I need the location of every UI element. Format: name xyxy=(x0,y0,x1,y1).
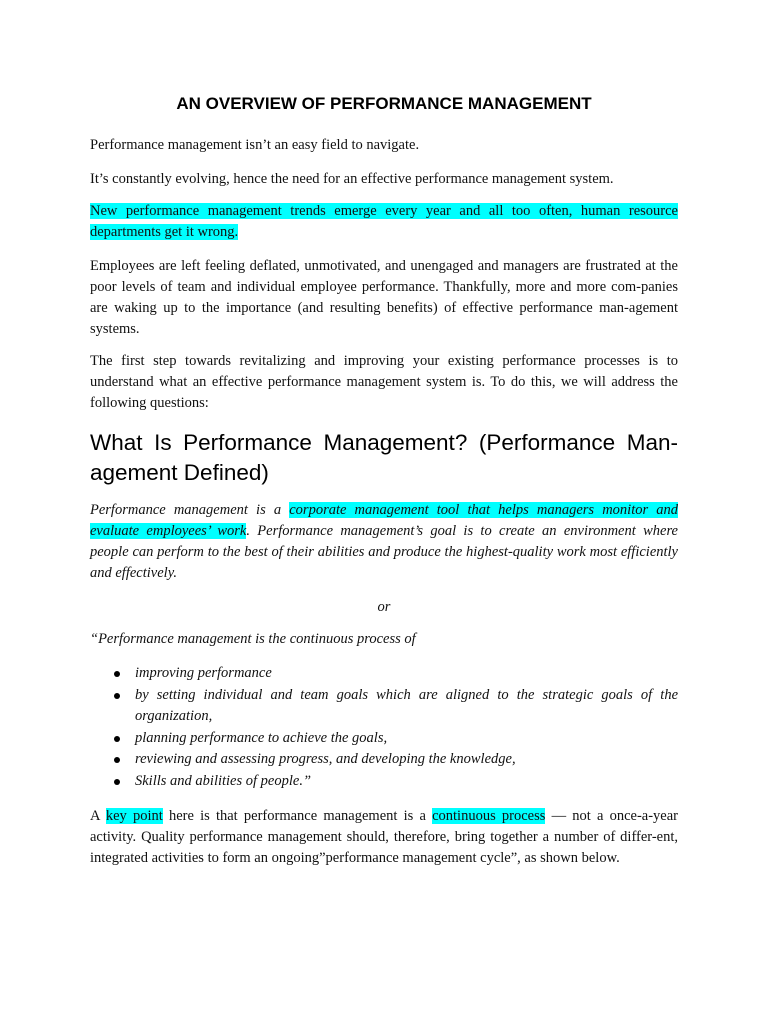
document-title: AN OVERVIEW OF PERFORMANCE MANAGEMENT xyxy=(176,94,592,113)
list-item xyxy=(90,771,678,793)
closing-paragraph xyxy=(90,806,678,869)
list-item xyxy=(90,728,678,750)
intro-paragraph-5: The first step towards revitalizing and improving your existing performance processes is to understand what an effective performance management system is. To do this, we will address the following questions: xyxy=(90,353,678,411)
bullet-icon xyxy=(114,671,120,677)
bullet-icon xyxy=(114,779,120,785)
intro-paragraph-4: Employees are left feeling deflated, unmotivated, and unengaged and managers are frustrated at the poor levels of team and individual employee performance. Thankfully, more and more com-panies are waking up to the importance (and resulting benefits) of effective performance man-agement systems. xyxy=(90,258,678,337)
definition-highlight: corporate management tool that helps managers monitor and evaluate employees’ work xyxy=(90,502,678,539)
bullet-icon xyxy=(114,693,120,699)
continuous-process-highlight: continuous process xyxy=(432,808,546,824)
highlighted-text: New performance management trends emerge every year and all too often, human resource departments get it wrong. xyxy=(90,203,678,240)
closing-a: A xyxy=(90,808,106,824)
definition-rest: . Performance management’s goal is to create an environment where people can perform to the best of their abilities and produce the highest-quality work most efficiently and effectively. xyxy=(90,523,678,581)
definition-paragraph xyxy=(90,500,678,584)
section-heading: What Is Performance Management? (Performance Man-agement Defined) xyxy=(90,430,678,485)
definition-lead: Performance management is a xyxy=(90,502,290,518)
bullet-icon xyxy=(114,757,120,763)
key-point-highlight: key point xyxy=(105,808,163,824)
list-item-text: Skills and abilities of people.” xyxy=(135,772,312,789)
list-item-text: planning performance to achieve the goals, xyxy=(135,729,388,746)
list-item-text: improving performance xyxy=(135,665,272,681)
list-item xyxy=(90,663,678,685)
closing-middle: here is that performance management is a xyxy=(162,808,433,824)
bullet-list xyxy=(90,663,678,792)
bullet-icon xyxy=(114,736,120,742)
intro-paragraph-1: Performance management isn’t an easy field to navigate. xyxy=(90,137,420,153)
list-item-text: reviewing and assessing progress, and developing the knowledge, xyxy=(135,751,516,767)
quote-intro: “Performance management is the continuous process of xyxy=(90,631,416,647)
list-item xyxy=(90,685,678,728)
or-separator: or xyxy=(377,599,391,615)
list-item-text: by setting individual and team goals which are aligned to the strategic goals of the organization, xyxy=(135,686,678,724)
intro-paragraph-3 xyxy=(90,201,678,243)
closing-rest: — not a once-a-year activity. Quality performance management should, therefore, bring together a number of differ-ent, integrated activities to form an ongoing”performance management cycle”, as shown below. xyxy=(90,808,679,866)
list-item xyxy=(90,749,678,771)
intro-paragraph-2: It’s constantly evolving, hence the need for an effective performance management system. xyxy=(90,171,614,187)
